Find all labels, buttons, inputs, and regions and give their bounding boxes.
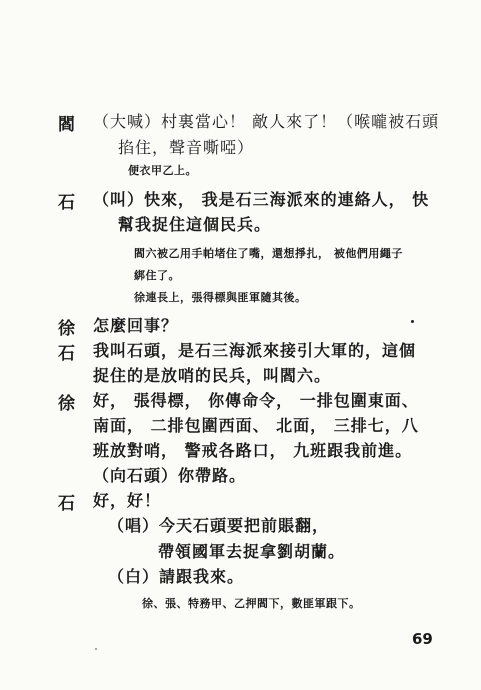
- speaker-shi: 石: [58, 494, 75, 514]
- dialogue-line: 捉住的是放哨的民兵，叫閻六。: [93, 366, 332, 385]
- dialogue-line: 我叫石頭，是石三海派來接引大軍的，這個: [93, 341, 417, 360]
- dialogue-line: 南面， 二排包圍西面、 北面， 三排七，八: [93, 416, 419, 435]
- dialogue-line: （白）請跟我來。: [108, 567, 245, 586]
- page-number: 69: [412, 630, 433, 648]
- dialogue-line: （向石頭）你帶路。: [93, 466, 247, 485]
- stage-direction: 便衣甲乙上。: [128, 164, 197, 177]
- speaker-yan: 閻: [58, 115, 75, 135]
- dialogue-line: 幫我捉住這個民兵。: [118, 215, 272, 234]
- stage-direction: 徐、張、特務甲、乙押閻下，數匪軍跟下。: [142, 597, 361, 610]
- dialogue-line: （叫）快來， 我是石三海派來的連絡人， 快: [93, 190, 430, 209]
- dialogue-line: 好， 張得標， 你傳命令， 一排包圍東面、: [93, 391, 419, 410]
- dialogue-line: 怎麼回事？: [93, 316, 179, 335]
- speaker-xu: 徐: [58, 319, 75, 339]
- ink-speck: [95, 648, 97, 650]
- dialogue-line: （大喊）村裏當心！ 敵人來了！（喉嚨被石頭: [93, 112, 440, 131]
- dialogue-line: （唱）今天石頭要把前賬翻，: [108, 516, 330, 535]
- dialogue-line: 班放對哨， 警戒各路口， 九班跟我前進。: [93, 441, 413, 460]
- dialogue-line: 好，好！: [93, 491, 162, 510]
- stage-direction: 閻六被乙用手帕堵住了嘴，還想掙扎， 被他們用繩子: [134, 247, 403, 260]
- speaker-xu: 徐: [58, 394, 75, 414]
- speaker-shi: 石: [58, 193, 75, 213]
- dialogue-line: 掐住，聲音嘶啞）: [118, 138, 255, 157]
- speaker-shi: 石: [58, 344, 75, 364]
- stage-direction: 綁住了。: [134, 269, 180, 282]
- ink-speck: [411, 320, 414, 323]
- dialogue-line: 帶領國軍去捉拿劉胡蘭。: [158, 542, 346, 561]
- stage-direction: 徐連長上，張得標與匪軍隨其後。: [134, 291, 307, 304]
